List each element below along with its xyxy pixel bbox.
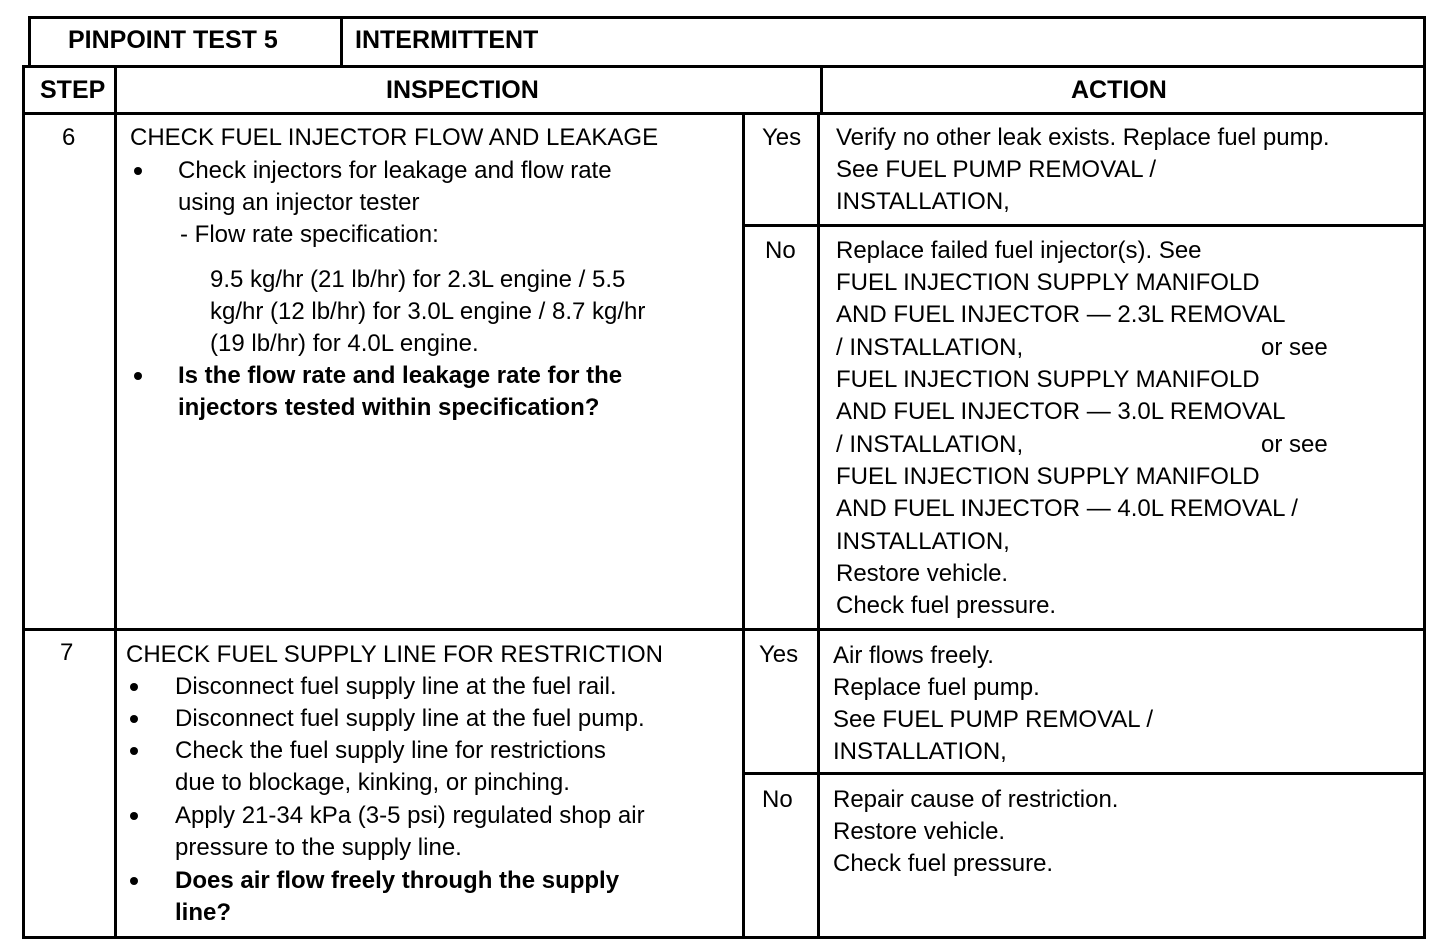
inspection-line: Disconnect fuel supply line at the fuel pump. [175,705,645,732]
no-label: No [762,786,793,813]
action-line: AND FUEL INJECTOR — 4.0L REMOVAL / [836,495,1298,522]
action-line: Restore vehicle. [833,818,1006,845]
action-header: ACTION [1071,76,1167,104]
inspection-heading: CHECK FUEL INJECTOR FLOW AND LEAKAGE [130,124,659,151]
step-header: STEP [40,76,106,104]
inspection-line: Apply 21-34 kPa (3-5 psi) regulated shop air [175,802,645,829]
action-line: Check fuel pressure. [836,592,1057,619]
yes-label: Yes [762,124,802,151]
action-line: Repair cause of restriction. [833,786,1119,813]
spec-line: kg/hr (12 lb/hr) for 3.0L engine / 8.7 kg/hr [210,298,646,325]
inspection-header: INSPECTION [386,76,539,104]
or-see-text: or see [1261,334,1328,361]
spec-line: (19 lb/hr) for 4.0L engine. [210,330,479,357]
inspection-question: Does air flow freely through the supply [175,867,620,894]
action-line: INSTALLATION, [833,738,1007,765]
inspection-line: Disconnect fuel supply line at the fuel rail. [175,673,617,700]
bullet-icon [134,167,142,175]
inspection-line: Check injectors for leakage and flow rate [178,157,612,184]
bullet-icon [130,877,138,885]
action-line: Restore vehicle. [836,560,1009,587]
step-number: 7 [60,639,74,666]
inspection-sub-item: - Flow rate specification: [180,221,439,248]
header-row-divider [22,112,1426,115]
action-line: INSTALLATION, [836,188,1010,215]
step7-yes-no-divider [742,772,1426,775]
action-line: Air flows freely. [833,642,994,669]
step6-yes-no-divider [742,224,1426,227]
action-line: See FUEL PUMP REMOVAL / [833,706,1154,733]
step-column-divider [114,65,117,939]
action-line: / INSTALLATION, [836,431,1024,458]
action-line: / INSTALLATION, [836,334,1024,361]
action-line: Check fuel pressure. [833,850,1054,877]
action-line: Replace fuel pump. [833,674,1040,701]
inspection-question: line? [175,899,232,926]
inspection-line: due to blockage, kinking, or pinching. [175,769,570,796]
no-label: No [765,237,796,264]
action-line: Verify no other leak exists. Replace fuel pump. [836,124,1330,151]
test-name: INTERMITTENT [355,26,539,54]
pinpoint-test-label: PINPOINT TEST 5 [68,26,278,54]
action-line: INSTALLATION, [836,528,1010,555]
bullet-icon [130,715,138,723]
action-line: FUEL INJECTION SUPPLY MANIFOLD [836,463,1260,490]
step-row-divider [22,628,1426,631]
action-line: AND FUEL INJECTOR — 3.0L REMOVAL [836,398,1286,425]
action-line: AND FUEL INJECTOR — 2.3L REMOVAL [836,301,1286,328]
title-divider [340,16,343,68]
inspection-question: Is the flow rate and leakage rate for the [178,362,623,389]
action-header-divider [820,65,823,115]
bullet-icon [130,747,138,755]
step-number: 6 [62,124,76,151]
inspection-line: Check the fuel supply line for restrictions [175,737,606,764]
action-line: FUEL INJECTION SUPPLY MANIFOLD [836,269,1260,296]
spec-line: 9.5 kg/hr (21 lb/hr) for 2.3L engine / 5.5 [210,266,626,293]
inspection-line: pressure to the supply line. [175,834,462,861]
action-line: FUEL INJECTION SUPPLY MANIFOLD [836,366,1260,393]
bullet-icon [134,372,142,380]
yes-label: Yes [759,641,799,668]
inspection-question: injectors tested within specification? [178,394,600,421]
action-line: Replace failed fuel injector(s). See [836,237,1202,264]
bullet-icon [130,812,138,820]
bullet-icon [130,683,138,691]
action-line: See FUEL PUMP REMOVAL / [836,156,1157,183]
or-see-text: or see [1261,431,1328,458]
action-column-left [817,112,820,939]
yes-no-column-left [742,112,745,939]
inspection-line: using an injector tester [178,189,420,216]
inspection-heading: CHECK FUEL SUPPLY LINE FOR RESTRICTION [126,641,663,668]
